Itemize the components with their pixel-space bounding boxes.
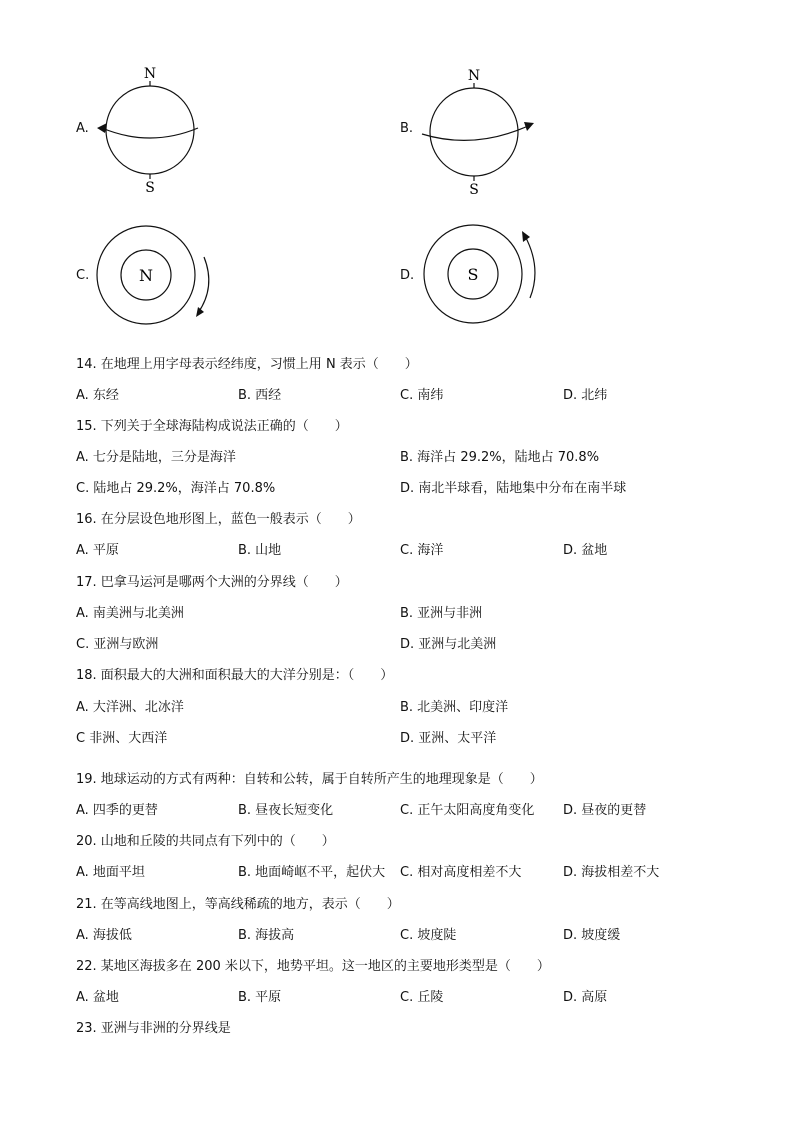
question-22-option-b[interactable]: B. 平原 [238,990,282,1005]
question-22-option-c[interactable]: C. 丘陵 [400,990,444,1005]
question-21-option-c[interactable]: C. 坡度陡 [400,928,457,943]
question-15-stem: 15. 下列关于全球海陆构成说法正确的（ ） [76,419,348,434]
question-18-option-a[interactable]: A. 大洋洲、北冰洋 [76,700,184,715]
question-15-option-c[interactable]: C. 陆地占 29.2%，海洋占 70.8% [76,481,276,496]
question-17-option-b[interactable]: B. 亚洲与非洲 [400,606,483,621]
figure-d-polar [422,222,544,326]
question-20-stem: 20. 山地和丘陵的共同点有下列中的（ ） [76,834,335,849]
question-16-stem: 16. 在分层设色地形图上，蓝色一般表示（ ） [76,512,361,527]
question-17-option-d[interactable]: D. 亚洲与北美洲 [400,637,497,652]
question-19-option-c[interactable]: C. 正午太阳高度角变化 [400,803,535,818]
question-20-option-d[interactable]: D. 海拔相差不大 [563,865,660,880]
question-21-stem: 21. 在等高线地图上，等高线稀疏的地方，表示（ ） [76,897,400,912]
figure-c-polar [96,225,218,325]
question-19-option-d[interactable]: D. 昼夜的更替 [563,803,647,818]
question-22-stem: 22. 某地区海拔多在 200 米以下，地势平坦。这一地区的主要地形类型是（ ） [76,959,550,974]
question-14-option-c[interactable]: C. 南纬 [400,388,444,403]
figure-a-north: N [143,66,157,82]
question-18-option-d[interactable]: D. 亚洲、太平洋 [400,731,497,746]
question-15-option-d[interactable]: D. 南北半球看，陆地集中分布在南半球 [400,481,627,496]
question-16-option-b[interactable]: B. 山地 [238,543,282,558]
question-21-option-d[interactable]: D. 坡度缓 [563,928,621,943]
question-23-stem: 23. 亚洲与非洲的分界线是 [76,1021,231,1036]
question-14-option-a[interactable]: A. 东经 [76,388,119,403]
figure-b-globe [418,62,538,197]
question-21-option-b[interactable]: B. 海拔高 [238,928,295,943]
question-18-option-b[interactable]: B. 北美洲、印度洋 [400,700,509,715]
question-18-stem: 18. 面积最大的大洲和面积最大的大洋分别是：（ ） [76,668,394,683]
figure-c-label: C. [76,268,90,283]
question-22-option-a[interactable]: A. 盆地 [76,990,119,1005]
question-21-option-a[interactable]: A. 海拔低 [76,928,132,943]
question-16-option-d[interactable]: D. 盆地 [563,543,608,558]
figure-d-pole: S [467,265,479,284]
question-14-option-b[interactable]: B. 西经 [238,388,282,403]
question-22-option-d[interactable]: D. 高原 [563,990,608,1005]
question-19-stem: 19. 地球运动的方式有两种：自转和公转，属于自转所产生的地理现象是（ ） [76,772,543,787]
question-17-option-c[interactable]: C. 亚洲与欧洲 [76,637,159,652]
figure-a-label: A. [76,121,89,136]
figure-c-pole: N [139,266,153,285]
question-14-stem: 14. 在地理上用字母表示经纬度，习惯上用 N 表示（ ） [76,357,418,372]
question-20-option-a[interactable]: A. 地面平坦 [76,865,145,880]
figure-a-south: S [145,180,155,195]
figure-b-south: S [469,182,479,197]
question-17-option-a[interactable]: A. 南美洲与北美洲 [76,606,184,621]
figure-d-label: D. [400,268,415,283]
question-18-option-c[interactable]: C 非洲、大西洋 [76,731,168,746]
figure-b-north: N [467,68,481,84]
question-15-option-b[interactable]: B. 海洋占 29.2%，陆地占 70.8% [400,450,600,465]
question-19-option-b[interactable]: B. 昼夜长短变化 [238,803,334,818]
question-15-option-a[interactable]: A. 七分是陆地，三分是海洋 [76,450,236,465]
question-16-option-a[interactable]: A. 平原 [76,543,119,558]
question-14-option-d[interactable]: D. 北纬 [563,388,608,403]
figure-a-globe [94,60,210,195]
question-17-stem: 17. 巴拿马运河是哪两个大洲的分界线（ ） [76,575,348,590]
question-20-option-b[interactable]: B. 地面崎岖不平，起伏大 [238,865,386,880]
question-16-option-c[interactable]: C. 海洋 [400,543,444,558]
question-20-option-c[interactable]: C. 相对高度相差不大 [400,865,522,880]
question-19-option-a[interactable]: A. 四季的更替 [76,803,158,818]
figure-b-label: B. [400,121,414,136]
